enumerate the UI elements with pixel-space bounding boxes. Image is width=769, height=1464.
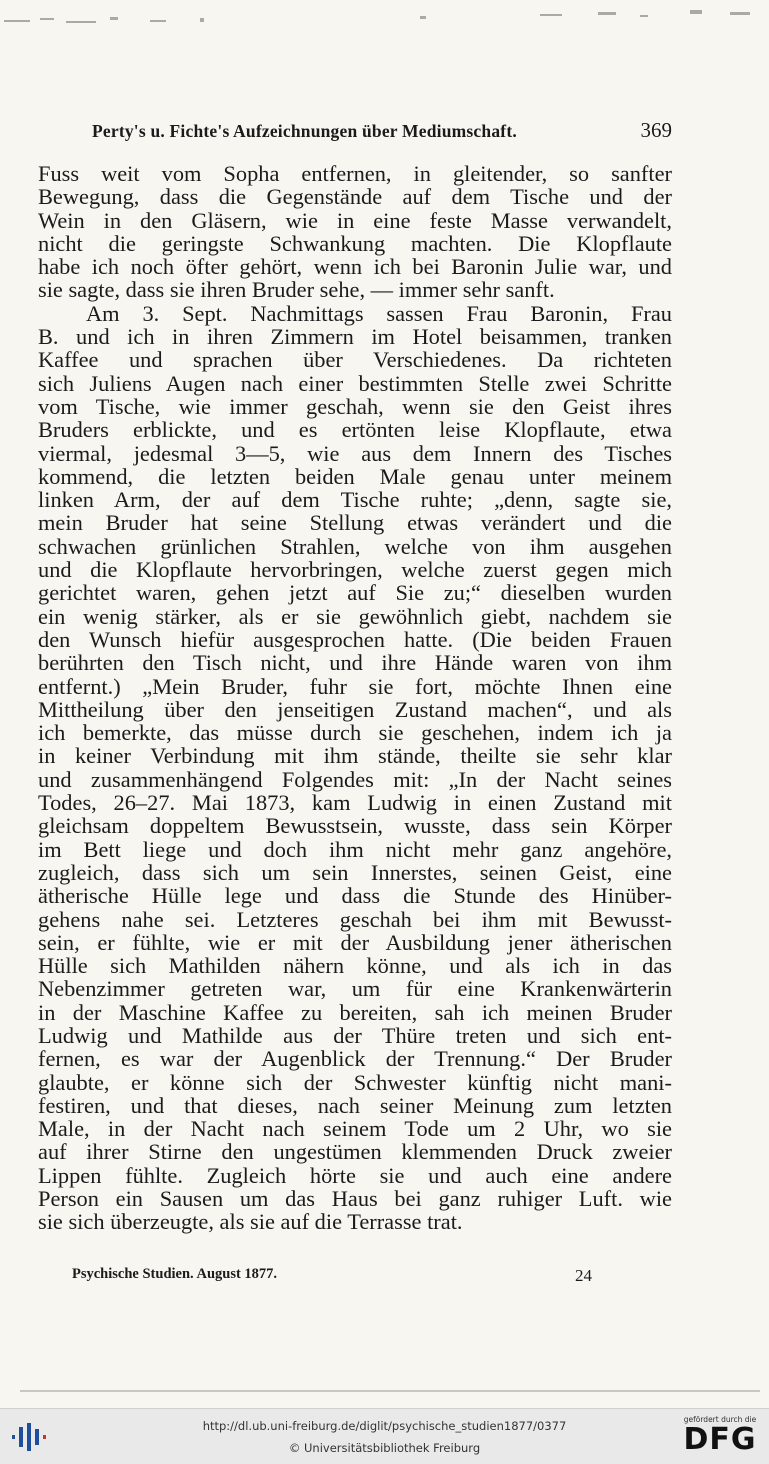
text-line: Male, in der Nacht nach seinem Tode um 2 Uhr, wo sie	[38, 1116, 672, 1142]
page-number: 369	[640, 118, 672, 142]
running-head-title: Perty's u. Fichte's Aufzeichnungen über Mediumschaft.	[92, 121, 517, 141]
text-line: zugleich, dass sich um sein Innerstes, seinen Geist, eine	[38, 859, 672, 885]
signature-number: 24	[575, 1266, 592, 1285]
copyright-notice: © Universitätsbibliothek Freiburg	[288, 1441, 481, 1455]
text-line: habe ich noch öfter gehört, wenn ich bei Baronin Julie war, und	[38, 254, 672, 280]
text-line: und die Klopflaute hervorbringen, welche zuerst gegen mich	[38, 557, 672, 583]
text-line: berührten den Tisch nicht, und ihre Hände waren von ihm	[38, 650, 672, 676]
text-line: festiren, und that dieses, nach seiner Meinung zum letzten	[38, 1092, 672, 1118]
text-line: gehens nahe sei. Letzteres geschah bei ihm mit Bewusst-	[38, 906, 672, 932]
text-line: ich bemerkte, das müsse durch sie geschehen, indem ich ja	[38, 720, 672, 746]
text-line: Nebenzimmer getreten war, um für eine Krankenwärterin	[38, 976, 672, 1002]
scan-edge	[20, 1390, 760, 1392]
text-line: fernen, es war der Augenblick der Trennung.“ Der Bruder	[38, 1046, 672, 1072]
text-line: Lippen fühlte. Zugleich hörte sie und auch eine andere	[38, 1162, 672, 1188]
text-line: in keiner Verbindung mit ihm stände, theilte sie sehr klar	[38, 743, 672, 769]
text-line: Wein in den Gläsern, wie in eine feste Masse verwandelt,	[38, 207, 672, 233]
text-line: gerichtet waren, gehen jetzt auf Sie zu;“ dieselben wurden	[38, 580, 672, 606]
text-line: schwachen grünlichen Strahlen, welche von ihm ausgehen	[38, 533, 672, 559]
viewer-footer-bar	[0, 1408, 769, 1464]
text-line: Mittheilung über den jenseitigen Zustand machen“, und als	[38, 696, 672, 722]
text-line: viermal, jedesmal 3—5, wie aus dem Innern des Tisches	[38, 440, 672, 466]
text-line: B. und ich in ihren Zimmern im Hotel beisammen, tranken	[38, 324, 672, 350]
text-line: in der Maschine Kaffee zu bereiten, sah ich meinen Bruder	[38, 999, 672, 1025]
text-line: Kaffee und sprachen über Verschiedenes. Da richteten	[38, 347, 672, 373]
text-line: linken Arm, der auf dem Tische ruhte; „denn, sagte sie,	[38, 487, 672, 513]
permalink-url[interactable]: http://dl.ub.uni-freiburg.de/diglit/psychische_studien1877/0377	[202, 1419, 567, 1433]
text-line: mein Bruder hat seine Stellung etwas verändert und die	[38, 510, 672, 536]
text-line: nicht die geringste Schwankung machten. Die Klopflaute	[38, 230, 672, 256]
text-line: und zusammenhängend Folgendes mit: „In der Nacht seines	[38, 766, 672, 792]
text-line: vom Tische, wie immer geschah, wenn sie den Geist ihres	[38, 393, 672, 419]
text-line: ein wenig stärker, als er sie gewöhnlich giebt, nachdem sie	[38, 603, 672, 629]
text-line: ätherische Hülle lege und dass die Stunde des Hinüber-	[38, 883, 672, 909]
text-line: Bruders erblickte, und es ertönten leise Klopflaute, etwa	[38, 417, 672, 443]
text-line: entfernt.) „Mein Bruder, fuhr sie fort, möchte Ihnen eine	[38, 673, 672, 699]
text-line: auf ihrer Stirne den ungestümen klemmenden Druck zweier	[38, 1139, 672, 1165]
funding-note: gefördert durch die	[683, 1415, 757, 1424]
running-head	[92, 118, 672, 143]
text-line: glaubte, er könne sich der Schwester künftig nicht mani-	[38, 1069, 672, 1095]
text-line: Person ein Sausen um das Haus bei ganz ruhiger Luft. wie	[38, 1186, 672, 1212]
scan-artifacts	[0, 0, 769, 40]
text-line: Bewegung, dass die Gegenstände auf dem Tische und der	[38, 184, 672, 210]
text-line: Todes, 26–27. Mai 1873, kam Ludwig in einen Zustand mit	[38, 790, 672, 816]
dfg-logo-icon: DFG	[683, 1422, 757, 1457]
text-line: Am 3. Sept. Nachmittags sassen Frau Baronin, Frau	[86, 300, 672, 326]
text-line: Fuss weit vom Sopha entfernen, in gleitender, so sanfter	[38, 161, 672, 186]
body-text	[38, 162, 672, 1234]
text-line: im Bett liege und doch ihm nicht mehr ganz angehöre,	[38, 836, 672, 862]
signature-journal: Psychische Studien. August 1877.	[72, 1266, 278, 1282]
text-line: sich Juliens Augen nach einer bestimmten Stelle zwei Schritte	[38, 370, 672, 396]
text-line: kommend, die letzten beiden Male genau unter meinem	[38, 463, 672, 489]
text-line: gleichsam doppeltem Bewusstsein, wusste, dass sein Körper	[38, 813, 672, 839]
printer-signature	[72, 1266, 592, 1286]
text-line: Ludwig und Mathilde aus der Thüre treten und sich ent-	[38, 1022, 672, 1048]
text-line: den Wunsch hiefür ausgesprochen hatte. (Die beiden Frauen	[38, 626, 672, 652]
text-line: Hülle sich Mathilden nähern könne, und als ich in das	[38, 953, 672, 979]
dfg-funding-logo[interactable]	[679, 1415, 761, 1457]
text-line: sie sagte, dass sie ihren Bruder sehe, — immer sehr sanft.	[38, 277, 555, 303]
text-line: sein, er fühlte, wie er mit der Ausbildung jener ätherischen	[38, 929, 672, 955]
text-line: sie sich überzeugte, als sie auf die Terrasse trat.	[38, 1209, 463, 1235]
